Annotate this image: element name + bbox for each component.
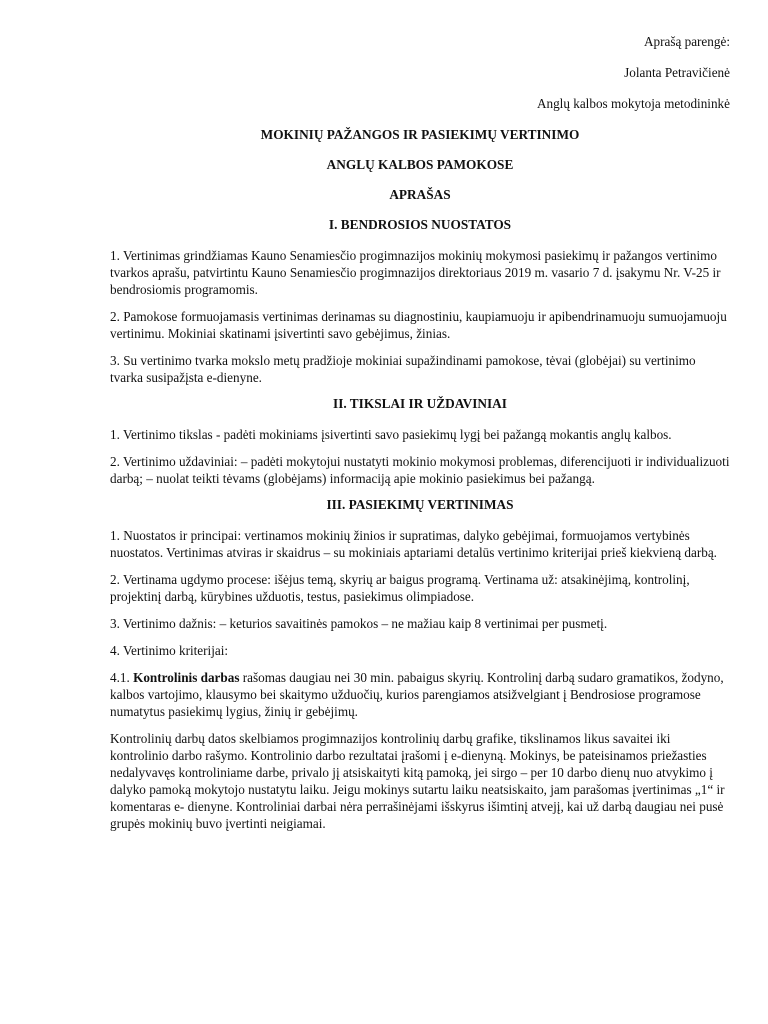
document-title-line-1: MOKINIŲ PAŽANGOS IR PASIEKIMŲ VERTINIMO: [260, 127, 580, 142]
paragraph-assessment-3: 3. Vertinimo dažnis: – keturios savaitinės pamokos – ne mažiau kaip 8 vertinimai per pusmetį.: [110, 616, 608, 631]
paragraph-assessment-4-1: [110, 669, 730, 720]
paragraph-goals-1: 1. Vertinimo tikslas - padėti mokiniams įsivertinti savo pasiekimų lygį bei pažangą mokantis anglų kalbos.: [110, 427, 672, 442]
author-position: Anglų kalbos mokytoja metodininkė: [536, 96, 730, 111]
paragraph-assessment-1: 1. Nuostatos ir principai: vertinamos mokinių žinios ir supratimas, dalyko gebėjimai, formuojamos vertybinės nuostatos. Vertinimas atviras ir skaidrus – su mokiniais aptariami detalūs vertinimo kriterijai prieš kiekvieną darbą.: [110, 528, 717, 560]
document-title-line-3: APRAŠAS: [389, 187, 451, 202]
section-heading-assessment: III. PASIEKIMŲ VERTINIMAS: [326, 497, 514, 512]
paragraph-assessment-4: 4. Vertinimo kriterijai:: [110, 643, 229, 658]
paragraph-number: 4.1.: [110, 670, 134, 685]
paragraph-assessment-tests: Kontrolinių darbų datos skelbiamos progimnazijos kontrolinių darbų grafike, tikslinamos likus savaitei iki kontrolinio darbo rašymo. Kontrolinio darbo rezultatai įrašomi į e-dienyną. Mokinys, be pateisinamos priežasties nedalyvavęs kontroliniame darbe, privalo jį atsiskaityti kitą pamoką, jei sirgo – per 10 darbo dienų nuo atvykimo į dalyko pamoką mokytojo nustatytu laiku. Jeigu mokinys sutartu laiku neatsiskaito, jam parašomas įvertinimas „1“ ir komentaras e- dienyne. Kontroliniai darbai nėra perrašinėjami išskyrus išimtinį atvejį, kai už darbą daugiau nei pusė grupės mokinių buvo įvertinti neigiamai.: [110, 731, 725, 831]
author-line-1: Aprašą parengė:: [643, 34, 730, 49]
bold-term-test: Kontrolinis darbas: [133, 670, 240, 685]
paragraph-general-3: 3. Su vertinimo tvarka mokslo metų pradžioje mokiniai supažindinami pamokose, tėvai (globėjai) su vertinimo tvarka susipažįsta e-dienyne.: [110, 353, 696, 385]
section-heading-general: I. BENDROSIOS NUOSTATOS: [328, 217, 512, 232]
paragraph-general-2: 2. Pamokose formuojamasis vertinimas derinamas su diagnostiniu, kaupiamuoju ir apibendrinamuoju sumuojamuoju vertinimu. Mokiniai skatinami įsivertinti savo gebėjimus, žinias.: [110, 309, 727, 341]
paragraph-general-1: 1. Vertinimas grindžiamas Kauno Senamiesčio progimnazijos mokinių mokymosi pasiekimų ir pažangos vertinimo tvarkos aprašu, patvirtintu Kauno Senamiesčio progimnazijos direktoriaus 2019 m. vasario 7 d. įsakymu Nr. V-25 ir bendrosiomis programomis.: [110, 248, 721, 297]
author-name: Jolanta Petravičienė: [624, 65, 730, 80]
section-heading-goals: II. TIKSLAI IR UŽDAVINIAI: [333, 396, 507, 411]
paragraph-goals-2: 2. Vertinimo uždaviniai: – padėti mokytojui nustatyti mokinio mokymosi problemas, diferencijuoti ir individualizuoti darbą; – nuolat teikti tėvams (globėjams) informaciją apie mokinio pasiekimus bei pažangą.: [110, 454, 730, 486]
document-title-line-2: ANGLŲ KALBOS PAMOKOSE: [326, 157, 514, 172]
paragraph-text: rašomas daugiau nei 30 min. pabaigus skyrių. Kontrolinį darbą sudaro gramatikos, žodyno, kalbos vartojimo, klausymo bei skaitymo užduočių, kurios parengiamos atsižvelgiant į Bendrosiose programose numatytus pasiekimų lygius, žinių ir gebėjimų.: [110, 670, 724, 719]
paragraph-assessment-2: 2. Vertinama ugdymo procese: išėjus temą, skyrių ar baigus programą. Vertinama už: atsakinėjimą, kontrolinį, projektinį darbą, kūrybines užduotis, testus, pasiekimus olimpiadose.: [110, 572, 690, 604]
